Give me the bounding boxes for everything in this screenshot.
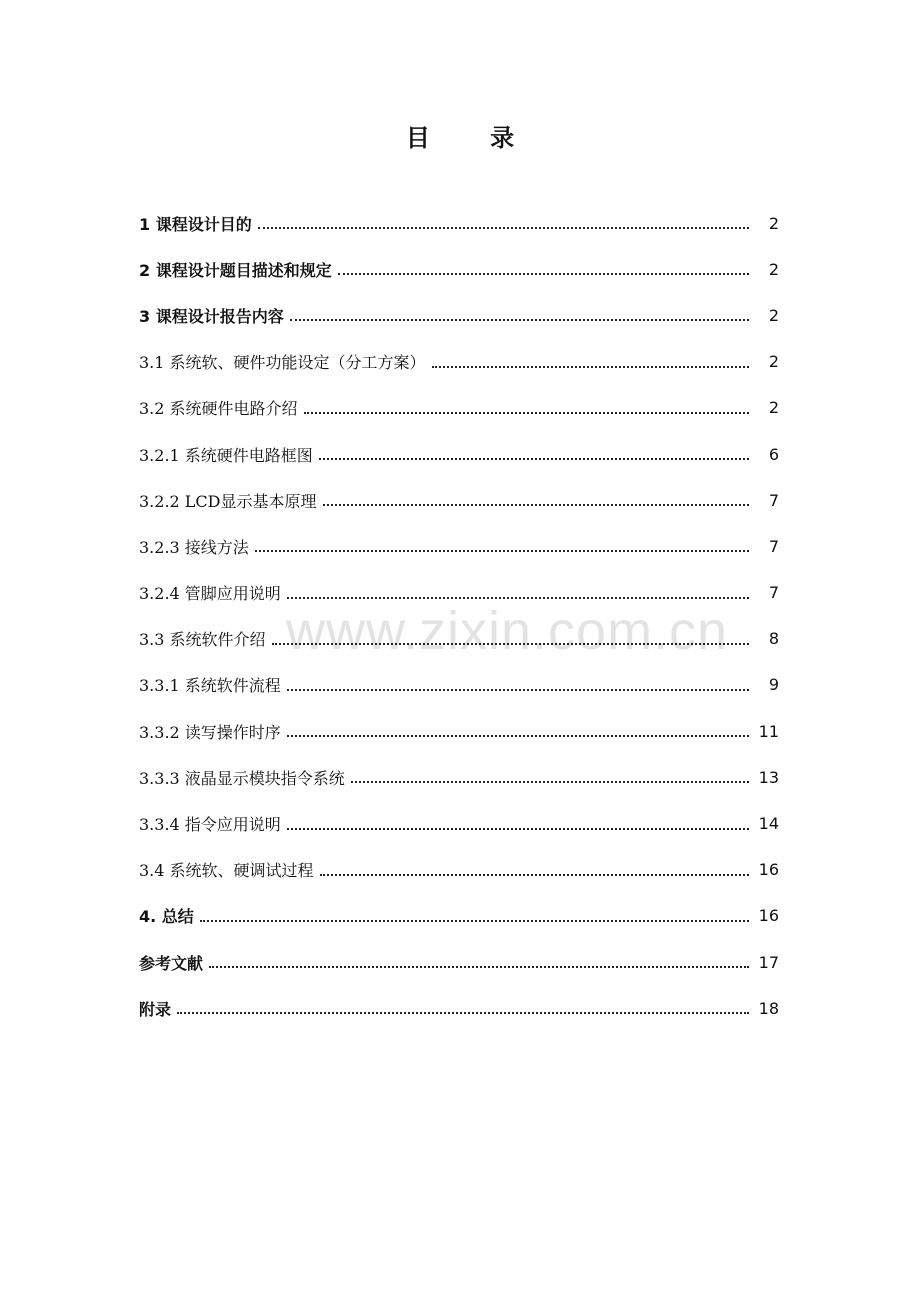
dot-leader bbox=[287, 828, 749, 830]
toc-entry-label: 4. 总结 bbox=[139, 907, 194, 927]
toc-entry[interactable] bbox=[139, 893, 779, 939]
dot-leader bbox=[338, 273, 749, 275]
toc-entry[interactable] bbox=[139, 339, 779, 385]
dot-leader bbox=[209, 966, 749, 968]
toc-entry-label: 3.3.4 指令应用说明 bbox=[139, 815, 281, 835]
toc-title: 目 录 bbox=[405, 124, 541, 152]
toc-entry[interactable] bbox=[139, 616, 779, 662]
toc-entry[interactable] bbox=[139, 385, 779, 431]
dot-leader bbox=[323, 504, 750, 506]
toc-entry-page: 9 bbox=[768, 675, 779, 695]
toc-entry-page: 16 bbox=[758, 860, 779, 880]
toc-entry-page: 8 bbox=[768, 629, 779, 649]
dot-leader bbox=[290, 319, 749, 321]
table-of-contents bbox=[139, 200, 779, 1031]
toc-entry-page: 7 bbox=[768, 490, 779, 510]
toc-entry-label: 3 课程设计报告内容 bbox=[139, 306, 284, 326]
toc-entry[interactable] bbox=[139, 292, 779, 338]
toc-entry-label: 3.3 系统软件介绍 bbox=[139, 630, 266, 650]
toc-entry-page: 17 bbox=[758, 952, 779, 972]
toc-entry-page: 14 bbox=[758, 814, 779, 834]
dot-leader bbox=[432, 366, 749, 368]
toc-entry-label: 3.2.2 LCD显示基本原理 bbox=[139, 491, 317, 511]
toc-entry-label: 3.4 系统软、硬调试过程 bbox=[139, 861, 314, 881]
dot-leader bbox=[287, 689, 749, 691]
dot-leader bbox=[272, 643, 749, 645]
dot-leader bbox=[177, 1012, 749, 1014]
toc-entry[interactable] bbox=[139, 939, 779, 985]
toc-entry-label: 1 课程设计目的 bbox=[139, 214, 252, 234]
toc-entry[interactable] bbox=[139, 847, 779, 893]
toc-entry-page: 2 bbox=[768, 398, 779, 418]
dot-leader bbox=[319, 458, 749, 460]
toc-entry-page: 11 bbox=[758, 721, 779, 741]
toc-entry-page: 2 bbox=[768, 352, 779, 372]
toc-entry[interactable] bbox=[139, 662, 779, 708]
toc-entry[interactable] bbox=[139, 246, 779, 292]
toc-entry-label: 3.3.2 读写操作时序 bbox=[139, 722, 281, 742]
toc-entry-label: 3.2.3 接线方法 bbox=[139, 537, 249, 557]
toc-entry-label: 3.2.1 系统硬件电路框图 bbox=[139, 445, 313, 465]
dot-leader bbox=[351, 781, 749, 783]
toc-entry-page: 16 bbox=[758, 906, 779, 926]
toc-entry-label: 3.3.3 液晶显示模块指令系统 bbox=[139, 768, 345, 788]
toc-entry[interactable] bbox=[139, 985, 779, 1031]
toc-entry-label: 3.2 系统硬件电路介绍 bbox=[139, 399, 298, 419]
toc-entry-label: 3.3.1 系统软件流程 bbox=[139, 676, 281, 696]
toc-entry[interactable] bbox=[139, 523, 779, 569]
toc-entry-page: 2 bbox=[768, 213, 779, 233]
toc-entry-page: 2 bbox=[768, 259, 779, 279]
toc-entry-label: 参考文献 bbox=[139, 953, 204, 973]
dot-leader bbox=[287, 597, 749, 599]
dot-leader bbox=[200, 920, 749, 922]
dot-leader bbox=[304, 412, 749, 414]
toc-entry-page: 7 bbox=[768, 536, 779, 556]
watermark-text: www.zixin.com.cn bbox=[286, 601, 729, 661]
dot-leader bbox=[287, 735, 749, 737]
toc-entry-label: 2 课程设计题目描述和规定 bbox=[139, 260, 332, 280]
toc-entry-page: 13 bbox=[758, 767, 779, 787]
dot-leader bbox=[258, 227, 749, 229]
toc-entry[interactable] bbox=[139, 800, 779, 846]
toc-entry[interactable] bbox=[139, 570, 779, 616]
toc-entry-page: 6 bbox=[768, 444, 779, 464]
toc-entry[interactable] bbox=[139, 754, 779, 800]
dot-leader bbox=[320, 874, 749, 876]
toc-entry-page: 2 bbox=[768, 305, 779, 325]
toc-entry-label: 3.2.4 管脚应用说明 bbox=[139, 584, 281, 604]
toc-entry-page: 7 bbox=[768, 583, 779, 603]
toc-entry[interactable] bbox=[139, 200, 779, 246]
toc-entry-label: 附录 bbox=[139, 999, 172, 1019]
toc-entry[interactable] bbox=[139, 708, 779, 754]
dot-leader bbox=[255, 550, 749, 552]
toc-entry-page: 18 bbox=[758, 998, 779, 1018]
toc-entry[interactable] bbox=[139, 477, 779, 523]
toc-entry-label: 3.1 系统软、硬件功能设定（分工方案） bbox=[139, 353, 426, 373]
toc-entry[interactable] bbox=[139, 431, 779, 477]
